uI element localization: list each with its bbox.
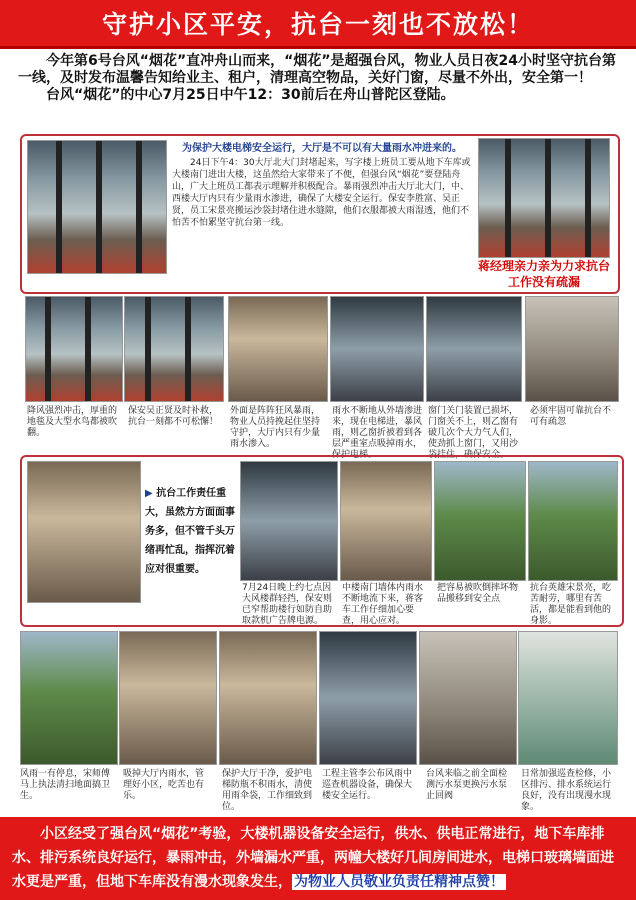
row2-caption-2: 保安吴正贤及时补救，抗台一刻都不可松懈！	[128, 406, 219, 427]
intro-paragraph-1: 今年第6号台风“烟花”直冲舟山而来，“烟花”是超强台风，物业人员日夜24小时坚守抗台第一线，及时发布温馨告知给业主、租户，清理高空物品，关好门窗，尽量不外出，安全第一！	[18, 53, 617, 86]
photo-sandbag-window	[525, 296, 619, 402]
row4-caption-3: 保护大厅干净，爱护电梯防瓶不积雨水，清使用雨伞袋，工作细致到位。	[222, 769, 313, 812]
row4-caption-2: 吸掉大厅内雨水，管理好小区，吃苦也有乐。	[123, 769, 205, 801]
photo-garden	[528, 461, 618, 581]
command-caption-1: 7月24日晚上约七点因大风楼群轻挡，保安则已窄帮助楼行如防自助取款机广告牌电源。	[242, 583, 333, 626]
photo-window-closing	[426, 296, 522, 402]
lobby-protection-title: 为保护大楼电梯安全运行，大厅是不可以有大量雨水冲进来的。	[182, 143, 462, 154]
footer-text	[0, 817, 636, 894]
photo-sweeping	[20, 631, 118, 765]
manager-caption: 蒋经理亲力亲为力求抗台工作没有疏漏	[477, 259, 610, 289]
footer-banner	[0, 817, 636, 900]
command-text-body: 抗台工作责任重大，虽然方方面面事务多，但不管千头万绪再忙乱，指挥沉着应对很重要。	[145, 488, 235, 575]
row4-caption-5: 台风来临之前全面检测污水泵更换污水泵止回阀	[426, 769, 508, 801]
intro-paragraph-2: 台风“烟花”的中心7月25日中午12：30前后在舟山普陀区登陆。	[46, 87, 455, 103]
row2-caption-3: 外面是阵阵狂风暴雨，物业人员持挽起住坚持守护，大厅内只有少量雨水渗入。	[230, 406, 321, 449]
title-banner	[0, 0, 636, 49]
row2-caption-1: 降风强烈冲击，厚重的地毯及大型水鸟都被吹翻。	[27, 406, 118, 438]
command-caption-4: 抗台英雄宋景亮，吃苦耐劳，哪里有苦活，都是能看到他的身影。	[530, 583, 612, 626]
row4-caption-1: 风雨一有停息，宋师傅马上执法清扫地面搞卫生。	[20, 769, 111, 801]
footer-body: 小区经受了强台风“烟花”考验，大楼机器设备安全运行，供水、供电正常进行，地下车库排水、排污系统良好运行，暴雨冲击，外墙漏水严重，两幢大楼好几间房间进水，电梯口玻璃墙面进水更是严重，但地下车库没有漫水现象发生，	[12, 826, 614, 890]
lobby-protection-body: 24日下午4：30大厅北大门封堵起来，写字楼上班员工要从地下车库或大楼南门进出大楼，这虽然给大家带来了不便，但强台风“烟花”要登陆舟山，广大上班员工都表示理解并积极配合。暴雨强烈冲击大厅北大门，中、西楼大厅内只有少量雨水渗进，确保了大楼安全运行。保安李胜富、吴正贤，员工宋景亮搬运沙袋封堵住进水缝隙，他们衣服都被大雨湿透，他们不怕苦不怕累坚守抗台第一线。	[172, 158, 471, 228]
photo-guard-fix	[124, 296, 224, 402]
photo-moving-items	[434, 461, 526, 581]
photo-umbrella-bags	[219, 631, 317, 765]
photo-lobby-doors	[228, 296, 328, 402]
photo-ladder-work	[240, 461, 338, 581]
page-title: 守护小区平安，抗台一刻也不放松！	[101, 10, 534, 39]
photo-manager-sandbags	[478, 138, 610, 258]
footer-highlight: 为物业人员敬业负责任精神点赞！	[294, 874, 504, 890]
photo-front-desk	[27, 461, 141, 603]
lobby-protection-text	[172, 142, 472, 286]
photo-sandbags-window	[27, 140, 167, 274]
photo-wall-leak	[330, 296, 424, 402]
photo-south-door	[340, 461, 432, 581]
bullet-icon: ▶	[145, 488, 153, 499]
command-caption-2: 中楼南门墙体内雨水不断地流下来，蒋客车工作仔细加心要查，用心应对。	[342, 583, 424, 626]
intro-text	[18, 53, 622, 104]
row2-caption-5: 窗门关门装置已损坏，门窗关不上，则乙窗有破几次个大力气人们，使劲抓上窗门，又用沙袋挂住，确保安全。	[428, 406, 519, 460]
command-caption-3: 把容易被吹倒摔坏物品搬移到安全点	[437, 583, 519, 604]
photo-blown-carpet	[25, 296, 123, 402]
photo-garage	[518, 631, 618, 765]
photo-water-pickup	[119, 631, 217, 765]
photo-equipment-check	[319, 631, 417, 765]
photo-pump-check	[419, 631, 517, 765]
row2-caption-4: 雨水不断地从外墙渗进来，现在电梯进，暴风雨，则乙窗折被着到各层严重室点吸掉雨水，保护电梯。	[332, 406, 423, 460]
command-text	[145, 484, 235, 579]
row4-caption-6: 日常加强巡查检修，小区排污、排水系统运行良好，没有出现漫水现象。	[521, 769, 612, 812]
row2-caption-6: 必须牢固可靠抗台不可有疏忽	[530, 406, 612, 427]
row4-caption-4: 工程主管李公布风雨中巡查机器设备，确保大楼安全运行。	[322, 769, 413, 801]
